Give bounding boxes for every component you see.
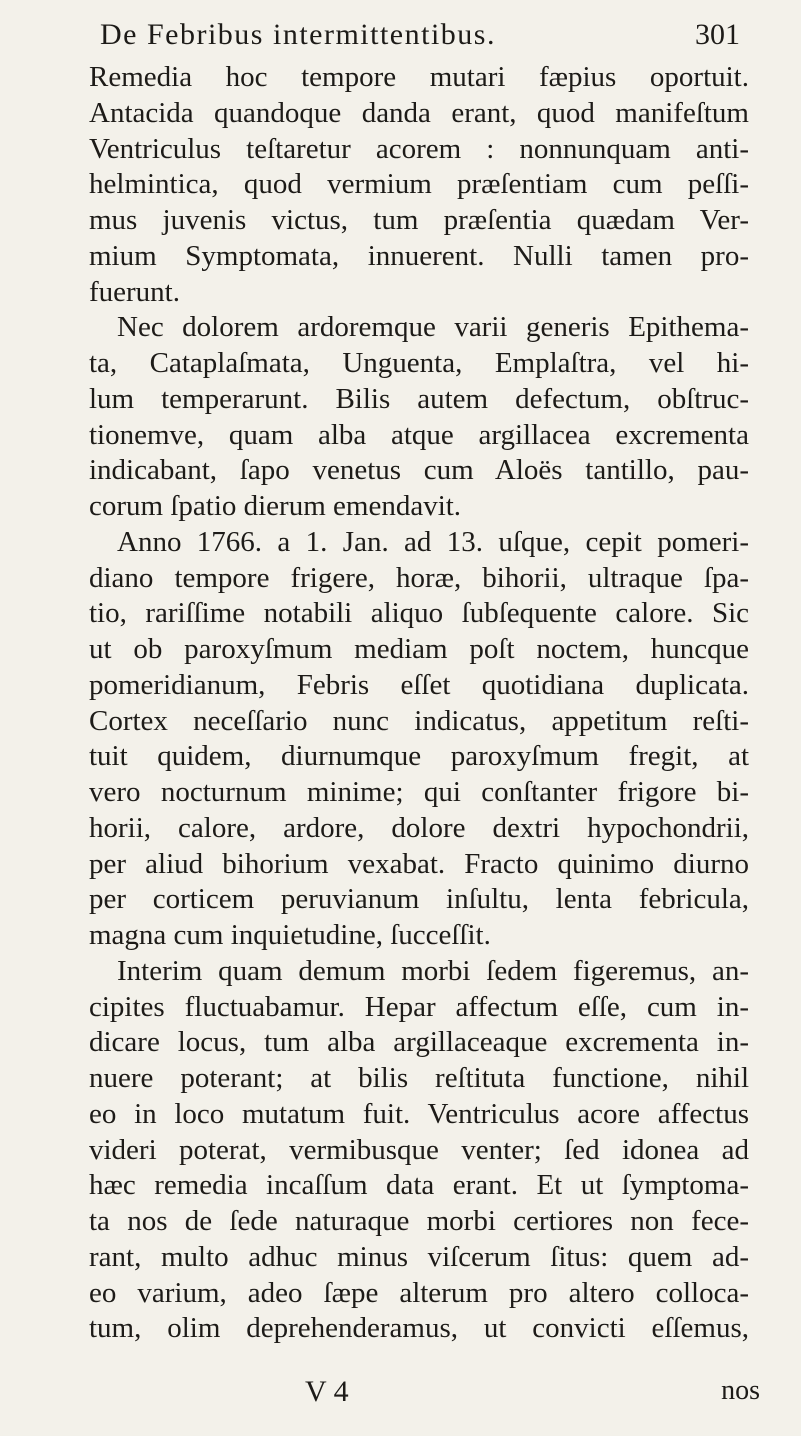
text-line: mus juvenis victus, tum præſentia quædam Ver-: [89, 204, 749, 236]
text-line: mium Symptomata, innuerent. Nulli tamen pro-: [89, 239, 749, 272]
text-line: ut ob paroxyſmum mediam poſt noctem, huncque: [89, 633, 749, 665]
text-line: per aliud bihorium vexabat. Fracto quinimo diurno: [89, 847, 749, 880]
text-line: helmintica, quod vermium præſentiam cum peſſi-: [89, 168, 749, 201]
text-line: videri poterat, vermibusque venter; ſed idonea ad: [89, 1133, 749, 1166]
text-line: vero nocturnum minime; qui conſtanter frigore bi-: [89, 776, 749, 808]
text-line: diano tempore frigere, horæ, bihorii, ultraque ſpa-: [89, 561, 749, 594]
page-footer: [305, 1375, 760, 1415]
text-line: tio, rariſſime notabili aliquo ſubſequente calore. Sic: [89, 597, 749, 630]
text-line: Anno 1766. a 1. Jan. ad 13. uſque, cepit pomeri-: [117, 525, 749, 558]
page-header: [100, 18, 740, 56]
text-line: ta nos de ſede naturaque morbi certiores non fece-: [89, 1205, 749, 1237]
text-line: nuere poterant; at bilis reſtituta functione, nihil: [89, 1062, 749, 1094]
text-line: dicare locus, tum alba argillaceaque excrementa in-: [89, 1026, 749, 1059]
text-line: tionemve, quam alba atque argillacea excrementa: [89, 418, 749, 451]
text-line: indicabant, ſapo venetus cum Aloës tantillo, pau-: [89, 454, 749, 487]
text-line: pomeridianum, Febris eſſet quotidiana duplicata.: [89, 668, 749, 701]
text-line: Antacida quandoque danda erant, quod manifeſtum: [89, 96, 749, 129]
text-line: lum temperarunt. Bilis autem defectum, obſtruc-: [89, 382, 749, 415]
text-line: eo varium, adeo ſæpe alterum pro altero colloca-: [89, 1276, 749, 1309]
text-line: hæc remedia incaſſum data erant. Et ut ſymptoma-: [89, 1169, 749, 1202]
text-line: rant, multo adhuc minus viſcerum ſitus: quem ad-: [89, 1240, 749, 1273]
text-line: tuit quidem, diurnumque paroxyſmum fregit, at: [89, 740, 749, 773]
text-line: tum, olim deprehenderamus, ut convicti eſſemus,: [89, 1312, 749, 1345]
text-line: per corticem peruvianum inſultu, lenta febricula,: [89, 883, 749, 916]
text-line: Interim quam demum morbi ſedem figeremus, an-: [117, 954, 749, 987]
text-line: ta, Cataplaſmata, Unguenta, Emplaſtra, vel hi-: [89, 347, 749, 379]
body-text: [89, 60, 749, 1347]
text-line: Ventriculus teſtaretur acorem : nonnunquam anti-: [89, 132, 749, 165]
signature-mark: V 4: [305, 1375, 349, 1408]
running-title: De Febribus intermittentibus.: [100, 18, 496, 51]
text-line: cipites fluctuabamur. Hepar affectum eſſe, cum in-: [89, 990, 749, 1023]
text-line: Cortex neceſſario nunc indicatus, appetitum reſti-: [89, 704, 749, 737]
text-line: eo in loco mutatum fuit. Ventriculus acore affectus: [89, 1097, 749, 1130]
text-line: magna cum inquietudine, ſucceſſit.: [89, 919, 491, 951]
text-line: horii, calore, ardore, dolore dextri hypochondrii,: [89, 811, 749, 844]
catchword: nos: [721, 1375, 760, 1406]
text-line: Nec dolorem ardoremque varii generis Epithema-: [117, 311, 749, 344]
text-line: fuerunt.: [89, 275, 180, 308]
text-line: Remedia hoc tempore mutari fæpius oportuit.: [89, 61, 749, 93]
text-line: corum ſpatio dierum emendavit.: [89, 490, 462, 522]
page-number: 301: [695, 18, 740, 51]
